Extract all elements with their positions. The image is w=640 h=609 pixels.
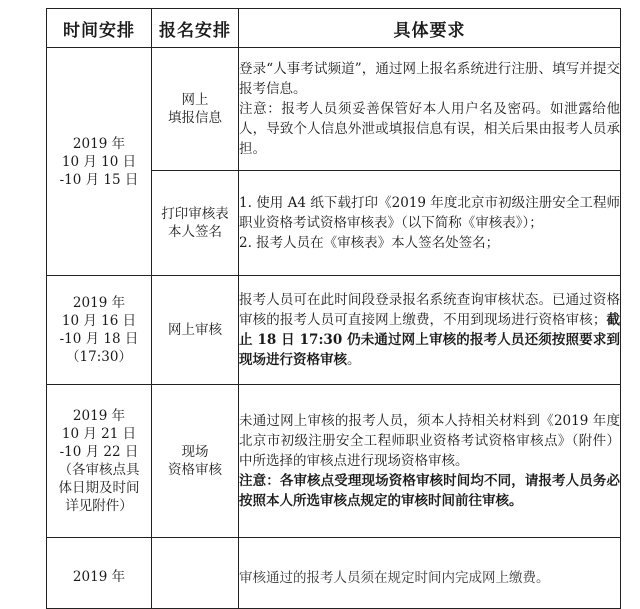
time-cell <box>47 276 152 385</box>
time-line: 2019 年 <box>72 135 126 152</box>
time-line: -10 月 22 日 <box>59 444 139 460</box>
registration-cell <box>152 171 239 276</box>
time-cell <box>47 48 152 276</box>
time-line: 2019 年 <box>72 295 126 311</box>
time-line: -10 月 18 日 <box>59 331 139 347</box>
requirement-text: 报考人员可在此时间段登录报名系统查询审核状态。已通过资格审核的报考人员可直接网上缴费，不用到现场进行资格审核； <box>239 292 620 328</box>
registration-cell <box>152 276 239 385</box>
requirement-text: 。 <box>347 352 361 368</box>
registration-line: 打印审核表 <box>161 206 229 222</box>
time-line: 2019 年 <box>72 569 126 585</box>
time-line: 2019 年 <box>72 408 126 424</box>
table-row <box>47 276 621 385</box>
time-line: 10 月 16 日 <box>61 313 137 329</box>
registration-line: 现场 <box>181 444 209 460</box>
header-requirements: 具体要求 <box>239 9 621 48</box>
requirement-paragraph: 审核通过的报考人员须在规定时间内完成网上缴费。 <box>239 570 550 586</box>
header-registration: 报名安排 <box>152 9 239 48</box>
requirement-cell <box>239 48 621 171</box>
registration-cell <box>152 48 239 171</box>
requirement-paragraph <box>239 290 620 370</box>
requirement-cell <box>239 171 621 276</box>
requirement-emphasis: 截止 18 日 17:30 仍未通过网上审核的报考人员还须按照要求到现场进行资格审核 <box>239 312 621 368</box>
header-row <box>47 9 621 48</box>
requirement-cell <box>239 276 621 385</box>
time-line: 体日期及时间 <box>58 480 140 496</box>
table-row <box>47 385 621 538</box>
registration-line: 网上审核 <box>168 322 222 338</box>
requirement-cell <box>239 385 621 538</box>
requirement-note: 注意：各审核点受理现场资格审核时间均不同，请报考人员务必按照本人所选审核点规定的审核时间前往审核。 <box>239 473 620 509</box>
time-cell <box>47 385 152 538</box>
registration-schedule-table <box>46 8 621 609</box>
registration-line: 本人签名 <box>168 224 222 240</box>
requirement-cell <box>239 538 621 609</box>
registration-line: 网上 <box>181 92 209 108</box>
requirement-paragraph: 2. 报考人员在《审核表》本人签名处签名； <box>239 235 500 251</box>
table-row <box>47 48 621 171</box>
requirement-paragraph: 登录“人事考试频道”，通过网上报名系统进行注册、填写并提交报考信息。 <box>239 61 620 97</box>
table-row <box>47 538 621 609</box>
requirement-paragraph: 1. 使用 A4 纸下载打印《2019 年度北京市初级注册安全工程师职业资格考试资格审核表》（以下简称《审核表》）； <box>239 195 620 231</box>
requirement-paragraph: 未通过网上审核的报考人员，须本人持相关材料到《2019 年度北京市初级注册安全工程师职业资格考试资格审核点》（附件）中所选择的审核点进行现场资格审核。 <box>239 413 620 469</box>
time-cell <box>47 538 152 609</box>
time-line: 详见附件） <box>65 498 133 514</box>
time-line: （各审核点具 <box>58 462 140 478</box>
requirement-note: 注意：报考人员须妥善保管好本人用户名及密码。如泄露给他人，导致个人信息外泄或填报信息有误，相关后果由报考人员承担。 <box>239 101 620 157</box>
header-time: 时间安排 <box>47 9 152 48</box>
time-line: -10 月 15 日 <box>59 171 139 188</box>
time-line: 10 月 21 日 <box>61 426 137 442</box>
previous-page-remnant <box>0 0 640 6</box>
time-line: 10 月 10 日 <box>61 153 137 170</box>
registration-line: 填报信息 <box>168 110 222 126</box>
registration-cell <box>152 385 239 538</box>
time-line: （17:30） <box>66 349 132 365</box>
registration-cell <box>152 538 239 609</box>
registration-line: 资格审核 <box>168 462 222 478</box>
